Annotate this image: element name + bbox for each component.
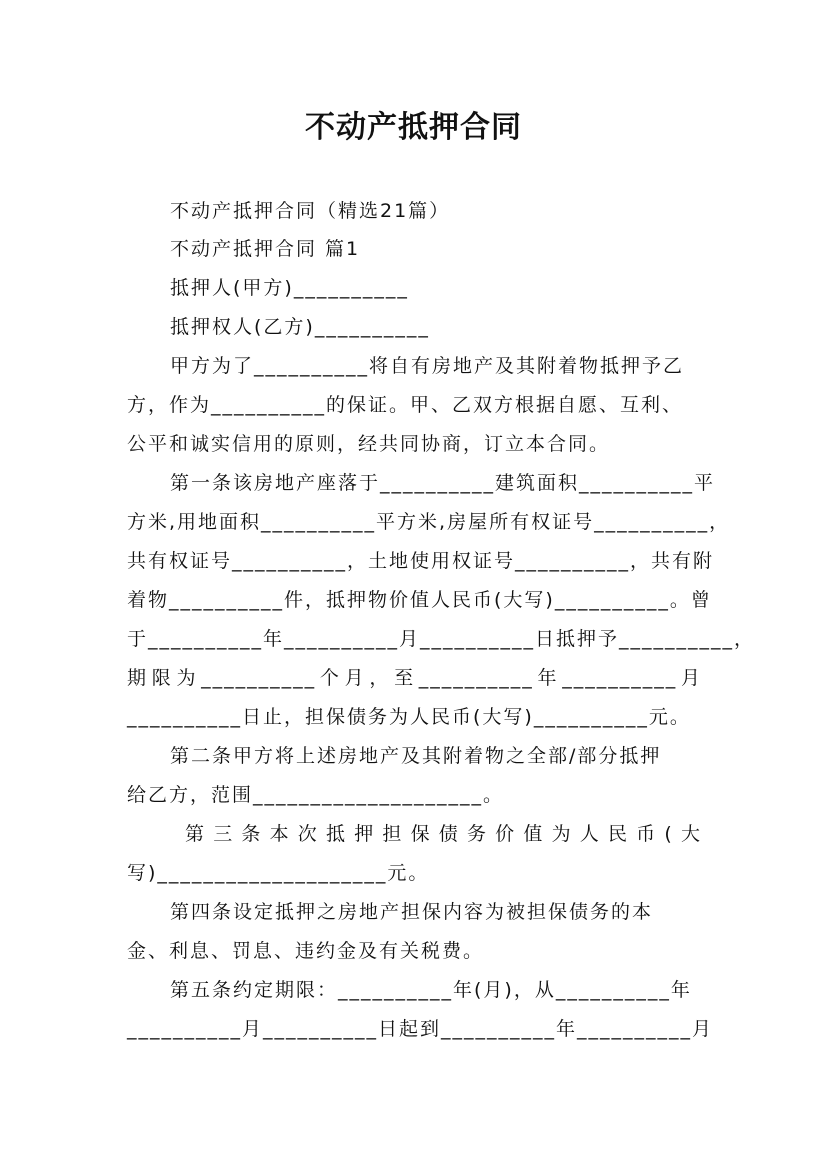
article-1-line: __________日止，担保债务为人民币(大写)__________元。 (127, 706, 691, 728)
article-1-line: 第一条该房地产座落于__________建筑面积__________平 (170, 472, 716, 494)
article-3-line: 写)____________________元。 (127, 862, 430, 884)
article-5-line: 第五条约定期限：__________年(月)，从__________年 (170, 979, 692, 1001)
doc-subtitle: 不动产抵押合同（精选21篇） (170, 200, 451, 222)
article-5-line: __________月__________日起到__________年__________月 (127, 1018, 714, 1040)
article-1-line: 着物__________件，抵押物价值人民币(大写)__________。曾 (127, 589, 712, 611)
article-4-line: 金、利息、罚息、违约金及有关税费。 (127, 940, 485, 962)
mortgagee-line: 抵押权人(乙方)__________ (170, 316, 430, 338)
section-heading: 不动产抵押合同 篇1 (170, 238, 361, 260)
paragraph-line: 公平和诚实信用的原则，经共同协商，订立本合同。 (127, 433, 611, 455)
article-4-line: 第四条设定抵押之房地产担保内容为被担保债务的本 (170, 901, 654, 923)
article-1-line: 方米,用地面积__________平方米,房屋所有权证号__________， (127, 511, 731, 533)
article-2-line: 给乙方，范围____________________。 (127, 784, 505, 806)
paragraph-line: 甲方为了__________将自有房地产及其附着物抵押予乙 (170, 355, 685, 377)
article-2-line: 第二条甲方将上述房地产及其附着物之全部/部分抵押 (170, 745, 662, 767)
article-1-line: 期限为__________个月，至__________年__________月 (127, 667, 702, 689)
article-1-line: 于__________年__________月__________日抵押予__________， (127, 628, 756, 650)
article-3-line: 第三条本次抵押担保债务价值为人民币(大 (185, 823, 702, 845)
document-title: 不动产抵押合同 (305, 110, 522, 145)
article-1-line: 共有权证号__________，土地使用权证号__________，共有附 (127, 550, 715, 572)
mortgagor-line: 抵押人(甲方)__________ (170, 277, 409, 299)
paragraph-line: 方，作为__________的保证。甲、乙双方根据自愿、互利、 (127, 394, 684, 416)
